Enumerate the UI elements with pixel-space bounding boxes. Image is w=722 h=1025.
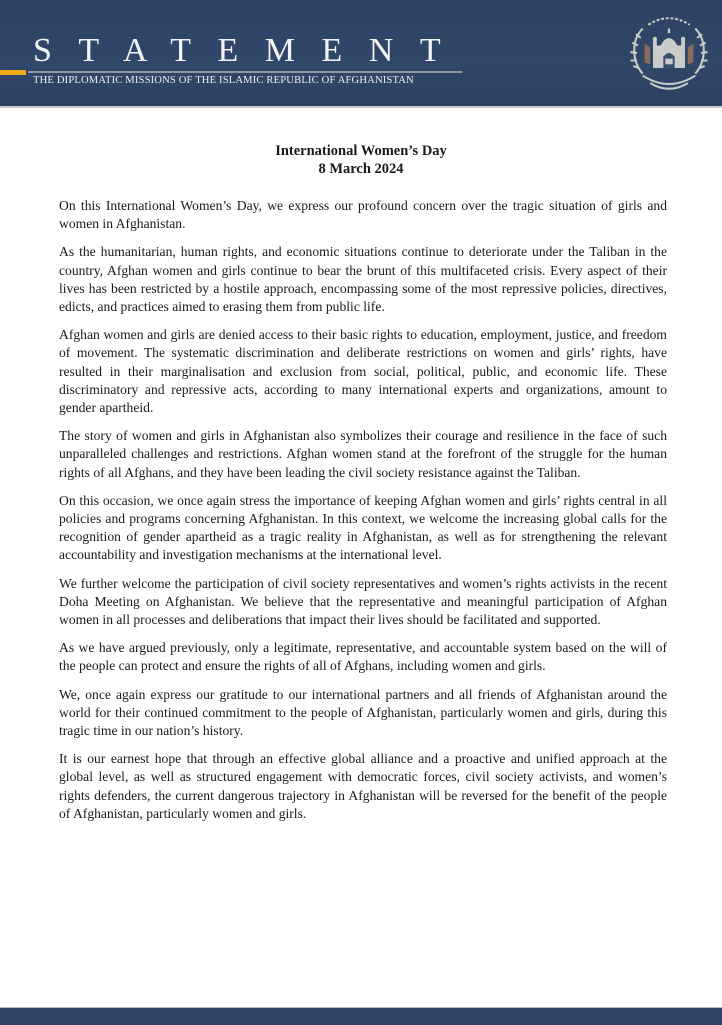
paragraph: Afghan women and girls are denied access to their basic rights to education, employment, justice, and freedom of movement. The systematic discrimination and deliberate restrictions on women and girls’ rights, have resulted in their marginalisation and exclusion from social, political, public, and economic life. These discriminatory and repressive acts, according to many international experts and organizations, amount to gender apartheid. xyxy=(59,327,667,416)
afghanistan-emblem-icon xyxy=(622,6,716,100)
accent-bar xyxy=(0,70,26,75)
paragraph: The story of women and girls in Afghanistan also symbolizes their courage and resilience in the face of such unparalleled challenges and restrictions. Afghan women stand at the forefront of the struggle for the human rights of all Afghans, and they have been leading the civil society resistance against the Taliban. xyxy=(59,428,667,480)
statement-body xyxy=(59,197,667,833)
paragraph: As we have argued previously, only a legitimate, representative, and accountable system based on the will of the people can protect and ensure the rights of all of Afghans, including women and girls. xyxy=(59,640,667,674)
footer-band xyxy=(0,1007,722,1025)
document-title-block xyxy=(0,142,722,178)
paragraph: It is our earnest hope that through an effective global alliance and a proactive and unified approach at the global level, as well as structured engagement with democratic forces, civil society activists, and women’s rights defenders, the current dangerous trajectory in Afghanistan will be reversed for the benefit of the people of Afghanistan, particularly women and girls. xyxy=(59,751,667,821)
statement-heading: STATEMENT xyxy=(33,32,468,69)
paragraph: We, once again express our gratitude to our international partners and all friends of Afghanistan around the world for their continued commitment to the people of Afghanistan, particularly women and girls, during this tragic time in our nation’s history. xyxy=(59,686,667,739)
header-subtitle: THE DIPLOMATIC MISSIONS OF THE ISLAMIC REPUBLIC OF AFGHANISTAN xyxy=(33,75,414,86)
paragraph: We further welcome the participation of civil society representatives and women’s rights activists in the recent Doha Meeting on Afghanistan. We believe that the representative and meaningful participation of Afghan women in all processes and deliberations that impact their lives should be facilitated and supported. xyxy=(59,575,667,628)
paragraph: On this occasion, we once again stress the importance of keeping Afghan women and girls’ rights central in all policies and programs concerning Afghanistan. In this context, we welcome the increasing global calls for the recognition of gender apartheid as a tragic reality in Afghanistan, as well as for strengthening the relevant accountability and investigation mechanisms at the international level. xyxy=(59,492,667,563)
document-date: 8 March 2024 xyxy=(318,161,404,177)
header-rule xyxy=(28,71,462,73)
paragraph: On this International Women’s Day, we express our profound concern over the tragic situation of girls and women in Afghanistan. xyxy=(59,198,667,232)
document-title: International Women’s Day xyxy=(275,143,447,159)
paragraph: As the humanitarian, human rights, and economic situations continue to deteriorate under the Taliban in the country, Afghan women and girls continue to bear the brunt of this multifaceted crisis. Every aspect of their lives has been restricted by a hostile approach, encompassing some of the most repressive policies, directives, edicts, and practices aimed to erasing them from public life. xyxy=(59,244,667,315)
header-divider xyxy=(0,106,722,108)
header-banner xyxy=(0,0,722,106)
